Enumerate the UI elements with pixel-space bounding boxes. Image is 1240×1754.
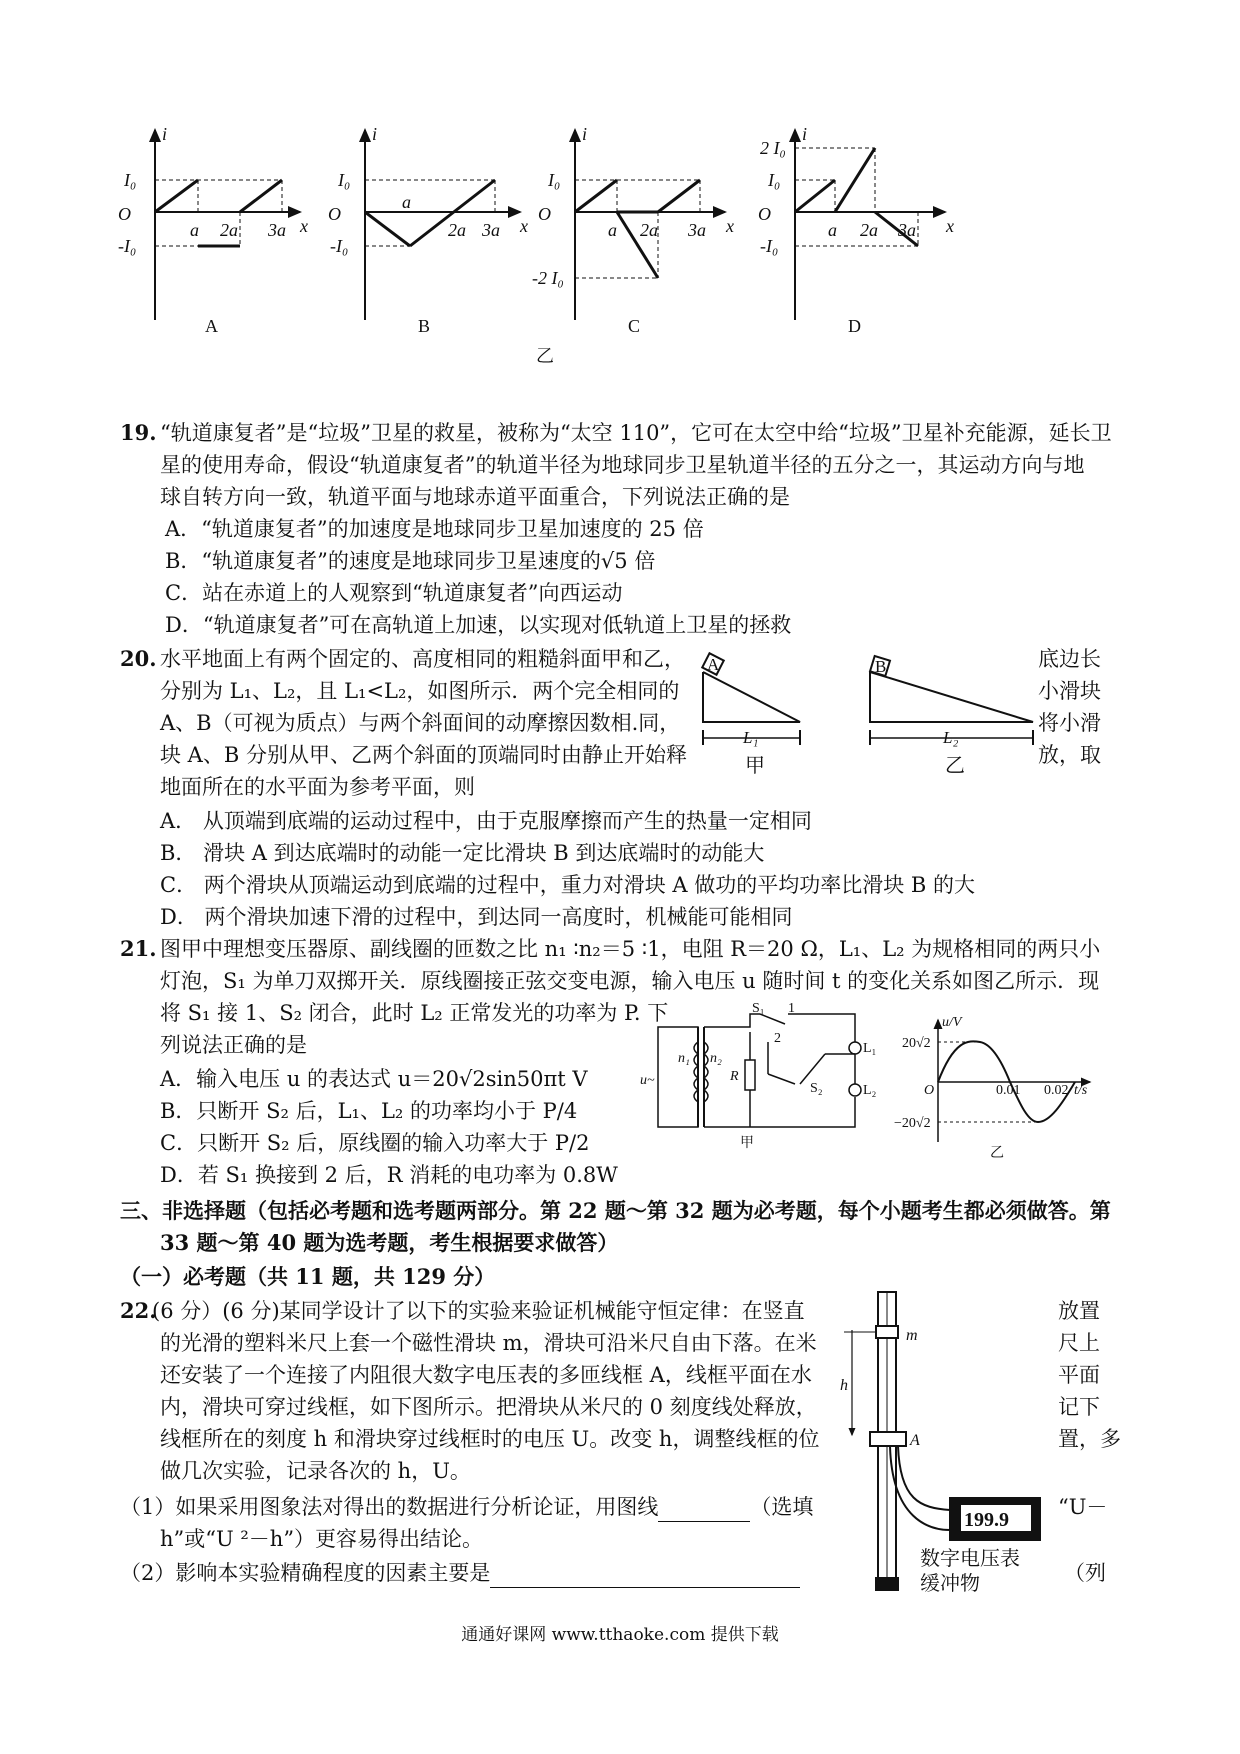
q21-number: 21. xyxy=(120,936,157,961)
graphs-figure-label: 乙 xyxy=(536,346,554,366)
q22-right-fragment: 尺上 xyxy=(1058,1331,1100,1355)
switch-s2-label: S₂ xyxy=(810,1081,823,1096)
terminal-2-label: 2 xyxy=(774,1031,781,1046)
graph-a-tick-2a: 2a xyxy=(220,220,238,240)
graph-d-caption: D xyxy=(848,316,861,336)
lamp-l2-label: L₂ xyxy=(863,1083,877,1098)
q20-right-fragment: 底边长 xyxy=(1038,647,1101,671)
q22-sub1-text: （1）如果采用图象法对得出的数据进行分析论证，用图线 xyxy=(120,1495,659,1519)
graph-b-i-label: i xyxy=(372,124,378,144)
ruler-apparatus-figure xyxy=(840,1290,1050,1600)
graph-c-caption: C xyxy=(628,316,641,336)
q20-option-a: A． 从顶端到底端的运动过程中，由于克服摩擦而产生的热量一定相同 xyxy=(160,809,812,833)
magnetic-slider xyxy=(876,1326,898,1338)
q20-stem-line: 水平地面上有两个固定的、高度相同的粗糙斜面甲和乙， xyxy=(160,647,685,671)
graph-a-origin: O xyxy=(118,204,131,224)
q20-option-d: D． 两个滑块加速下滑的过程中，到达同一高度时，机械能可能相同 xyxy=(160,905,793,929)
resistor-r-label: R xyxy=(730,1069,739,1084)
n2-label: n₂ xyxy=(710,1051,722,1066)
graph-b-tick-2a: 2a xyxy=(448,220,466,240)
q19-option-b: B．“轨道康复者”的速度是地球同步卫星速度的√5 倍 xyxy=(165,549,656,573)
q22-stem-line: 的光滑的塑料米尺上套一个磁性滑块 m，滑块可沿米尺自由下落。在米 xyxy=(160,1331,817,1355)
l1-label: L₁ xyxy=(743,728,759,747)
lamp-l1-label: L₁ xyxy=(863,1041,877,1056)
q20-right-fragment: 放，取 xyxy=(1038,743,1101,767)
q22-stem-line: 内，滑块可穿过线框，如下图所示。把滑块从米尺的 0 刻度线处释放， xyxy=(160,1395,817,1419)
q22-sub1-blank[interactable] xyxy=(658,1499,750,1522)
q22-sub1-text-b: （选填 xyxy=(750,1495,814,1519)
incline-yi xyxy=(870,672,1033,722)
q19-stem-line: 星的使用寿命，假设“轨道康复者”的轨道半径为地球同步卫星轨道半径的五分之一，其运动方向与地 xyxy=(160,453,1085,477)
q22-number: 22. xyxy=(120,1298,157,1323)
graph-c-origin: O xyxy=(538,204,551,224)
graph-d-tick-3a: 3a xyxy=(898,220,916,240)
height-h-label: h xyxy=(840,1377,848,1394)
graph-c-tick-2a: 2a xyxy=(640,220,658,240)
page-footer: 通通好课网 www.tthaoke.com 提供下载 xyxy=(461,1625,779,1645)
incline-jia xyxy=(703,672,800,722)
q19-option-c: C．站在赤道上的人观察到“轨道康复者”向西运动 xyxy=(165,581,623,605)
voltmeter-label: 数字电压表 xyxy=(920,1548,1020,1570)
voltage-wave-graph xyxy=(880,1012,1100,1162)
q21-option-b: B．只断开 S₂ 后，L₁、L₂ 的功率均小于 P/4 xyxy=(160,1099,578,1123)
q20-stem-line: 地面所在的水平面为参考平面，则 xyxy=(160,775,475,799)
wave-tick-001: 0.01 xyxy=(996,1083,1021,1098)
graph-d-tick-2a: 2a xyxy=(860,220,878,240)
q20-stem-line: 分别为 L₁、L₂，且 L₁<L₂，如图所示．两个完全相同的 xyxy=(160,679,680,703)
circuit-jia-label: 甲 xyxy=(740,1136,754,1151)
q21-option-a: A．输入电压 u 的表达式 u＝20√2sin50πt V xyxy=(160,1067,588,1091)
coil-a-label: A xyxy=(910,1432,920,1449)
q22-stem-line: 线框所在的刻度 h 和滑块穿过线框时的电压 U。改变 h，调整线框的位 xyxy=(160,1427,820,1451)
incline-jia-label: 甲 xyxy=(745,755,765,777)
graph-c-tick-3a: 3a xyxy=(688,220,706,240)
graph-c-neg-2i0: -2 I₀ xyxy=(532,268,564,288)
q22-sub2-fragment: （列 xyxy=(1064,1561,1106,1585)
q22-sub2-blank[interactable] xyxy=(490,1565,800,1588)
q19-stem-line: “轨道康复者”是“垃圾”卫星的救星，被称为“太空 110”，它可在太空中给“垃圾”卫星补充能源，延长卫 xyxy=(160,421,1112,445)
block-a-label: A xyxy=(707,655,720,674)
buffer-label: 缓冲物 xyxy=(920,1573,980,1595)
q22-stem-line: 还安装了一个连接了内阻很大数字电压表的多匝线框 A，线框平面在水 xyxy=(160,1363,812,1387)
q21-stem-line: 灯泡，S₁ 为单刀双掷开关．原线圈接正弦交变电源，输入电压 u 随时间 t 的变化关系如图乙所示．现 xyxy=(160,969,1100,993)
q20-stem-line: A、B（可视为质点）与两个斜面间的动摩擦因数相.同， xyxy=(160,711,681,735)
graph-b-tick-3a: 3a xyxy=(482,220,500,240)
incline-figure xyxy=(695,650,1035,780)
q21-stem-line: 图甲中理想变压器原、副线圈的匝数之比 n₁ ∶n₂＝5 ∶1，电阻 R＝20 Ω，L₁、L₂ 为规格相同的两只小 xyxy=(160,937,1101,961)
q22-right-fragment: 放置 xyxy=(1058,1299,1100,1323)
q21-option-d: D．若 S₁ 换接到 2 后，R 消耗的电功率为 0.8W xyxy=(160,1163,618,1187)
q19-number: 19. xyxy=(120,420,157,445)
q22-sub1-fragment: “U－ xyxy=(1058,1495,1108,1519)
q22-stem-line: 做几次实验，记录各次的 h，U。 xyxy=(160,1459,471,1483)
graph-a-x-label: x xyxy=(300,216,308,236)
q19-option-d: D．“轨道康复者”可在高轨道上加速，以实现对低轨道上卫星的拯救 xyxy=(165,613,792,637)
current-graphs-figure xyxy=(0,110,1240,370)
q21-stem-line: 将 S₁ 接 1、S₂ 闭合，此时 L₂ 正常发光的功率为 P. 下 xyxy=(160,1001,669,1025)
graph-a-caption: A xyxy=(205,316,218,336)
q22-sub1-line xyxy=(120,1492,813,1522)
graph-c-i-label: i xyxy=(582,124,588,144)
q22-right-fragment: 记下 xyxy=(1058,1395,1100,1419)
q19-stem-line: 球自转方向一致，轨道平面与地球赤道平面重合，下列说法正确的是 xyxy=(160,485,790,509)
graph-b-tick-a: a xyxy=(402,192,411,212)
graph-b-x-label: x xyxy=(520,216,528,236)
wave-max-label: 20√2 xyxy=(902,1036,931,1051)
wave-min-label: −20√2 xyxy=(894,1116,931,1131)
wave-yi-label: 乙 xyxy=(990,1146,1004,1161)
graph-d-x-label: x xyxy=(946,216,954,236)
graph-d-tick-a: a xyxy=(828,220,837,240)
section3-subheading: （一）必考题（共 11 题，共 129 分） xyxy=(120,1264,496,1289)
graph-d-origin: O xyxy=(758,204,771,224)
incline-yi-label: 乙 xyxy=(945,755,965,777)
source-u-label: u~ xyxy=(640,1073,655,1088)
slider-m-label: m xyxy=(906,1327,918,1344)
l2-label: L₂ xyxy=(943,728,959,747)
q21-option-c: C．只断开 S₂ 后，原线圈的输入功率大于 P/2 xyxy=(160,1131,590,1155)
q20-stem-line: 块 A、B 分别从甲、乙两个斜面的顶端同时由静止开始释 xyxy=(160,743,687,767)
wave-x-axis-label: t/s xyxy=(1074,1083,1088,1098)
graph-a-tick-3a: 3a xyxy=(268,220,286,240)
q22-sub1-line2: h”或“U ²－h”）更容易得出结论。 xyxy=(160,1527,484,1551)
wave-y-axis-label: u/V xyxy=(942,1015,962,1030)
section3-heading-line: 三、非选择题（包括必考题和选考题两部分。第 22 题～第 32 题为必考题，每个小题考生都必须做答。第 xyxy=(120,1198,1111,1223)
buffer-block xyxy=(876,1578,898,1590)
graph-a-neg-i0: -I₀ xyxy=(118,236,137,256)
graph-d-2i0: 2 I₀ xyxy=(760,138,786,158)
voltmeter-reading: 199.9 xyxy=(964,1509,1009,1531)
graph-d-i-label: i xyxy=(802,124,808,144)
graph-b-caption: B xyxy=(418,316,431,336)
graph-a-i-label: i xyxy=(162,124,168,144)
q20-number: 20. xyxy=(120,646,157,671)
graph-a-i0: I₀ xyxy=(124,170,137,190)
q22-sub2-text: （2）影响本实验精确程度的因素主要是 xyxy=(120,1561,491,1585)
q20-right-fragment: 小滑块 xyxy=(1038,679,1101,703)
q22-right-fragment: 置，多 xyxy=(1058,1427,1121,1451)
q22-stem-line: (6 分）(6 分)某同学设计了以下的实验来验证机械能守恒定律：在竖直 xyxy=(152,1299,805,1323)
q20-option-c: C． 两个滑块从顶端运动到底端的过程中，重力对滑块 A 做功的平均功率比滑块 B 的大 xyxy=(160,873,976,897)
switch-s1-label: S₁ xyxy=(752,1002,765,1016)
graph-b-i0: I₀ xyxy=(338,170,351,190)
graph-c-tick-a: a xyxy=(608,220,617,240)
n1-label: n₁ xyxy=(678,1051,690,1066)
transformer-circuit xyxy=(640,1002,880,1152)
graph-c-i0: I₀ xyxy=(548,170,561,190)
graph-b-origin: O xyxy=(328,204,341,224)
graph-d-neg-i0: -I₀ xyxy=(760,236,779,256)
q20-option-b: B． 滑块 A 到达底端时的动能一定比滑块 B 到达底端时的动能大 xyxy=(160,841,765,865)
q22-right-fragment: 平面 xyxy=(1058,1363,1100,1387)
section3-heading-line: 33 题～第 40 题为选考题，考生根据要求做答） xyxy=(160,1230,619,1255)
q19-option-a: A．“轨道康复者”的加速度是地球同步卫星加速度的 25 倍 xyxy=(165,517,704,541)
q22-sub2-line xyxy=(120,1558,800,1588)
graph-d-i0: I₀ xyxy=(768,170,781,190)
wave-origin: O xyxy=(924,1083,935,1098)
graph-a-tick-a: a xyxy=(190,220,199,240)
coil-frame xyxy=(870,1432,906,1446)
q20-right-fragment: 将小滑 xyxy=(1038,711,1101,735)
q21-stem-line: 列说法正确的是 xyxy=(160,1033,307,1057)
graph-b-neg-i0: -I₀ xyxy=(330,236,349,256)
block-b-label: B xyxy=(875,657,887,676)
wave-tick-002: 0.02 xyxy=(1044,1083,1069,1098)
graph-c-x-label: x xyxy=(726,216,734,236)
terminal-1-label: 1 xyxy=(788,1002,795,1016)
